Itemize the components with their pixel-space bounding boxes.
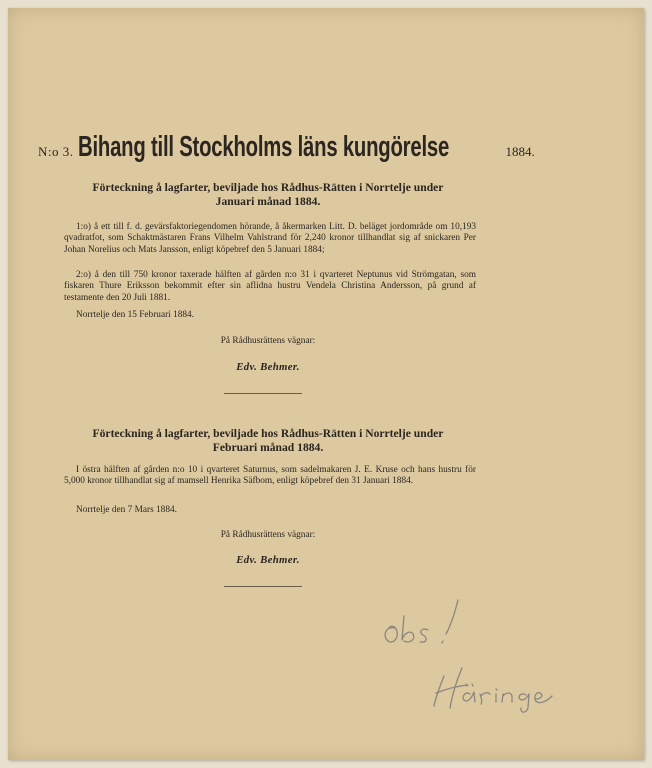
section1-signature: Edv. Behmer. bbox=[236, 361, 300, 373]
section1-item2: 2:o) å den till 750 kronor taxerade hälften af gården n:o 31 i qvarteret Neptunus vid Strömgatan, som fiskaren Thure Eriksson bekommit efter sin aflidna hustru Vendela Christina Andersson, på grund af testamente den 20 Juli 1881. bbox=[64, 270, 476, 303]
section2-on-behalf: På Rådhusrättens vägnar: bbox=[220, 530, 316, 540]
section2-item1: I östra hälften af gården n:o 10 i qvarteret Saturnus, som sadelmakaren J. E. Kruse och hans hustru för 5,000 kronor tillhandlat sig af mamsell Henrika Säfbom, enligt köpebref den 31 Januari 1884. bbox=[64, 465, 476, 487]
section2-heading-line2: Februari månad 1884. bbox=[212, 441, 324, 454]
section1-on-behalf: På Rådhusrättens vägnar: bbox=[220, 336, 316, 346]
section1-heading-line1: Förteckning å lagfarter, beviljade hos Rådhus-Rätten i Norrtelje under bbox=[92, 181, 444, 194]
title-main: Bihang till Stockholms läns kungörelse bbox=[77, 131, 449, 163]
issue-number: N:o 3. bbox=[38, 144, 74, 159]
title-year: 1884. bbox=[505, 144, 535, 159]
section2-heading-line1: Förteckning å lagfarter, beviljade hos Rådhus-Rätten i Norrtelje under bbox=[92, 427, 444, 440]
section1-date: Norrtelje den 15 Februari 1884. bbox=[76, 310, 194, 320]
section2-date: Norrtelje den 7 Mars 1884. bbox=[76, 505, 177, 515]
handwritten-note-obs bbox=[385, 600, 458, 643]
handwritten-note-haringe bbox=[434, 668, 552, 712]
section1-heading-line2: Januari månad 1884. bbox=[215, 195, 321, 208]
section1-item1: 1:o) å ett till f. d. gevärsfaktoriegendomen hörande, å åkermarken Litt. D. beläget jordområde om 10,193 qvadratfot, som Schaktmästaren Frans Vilhelm Vahlstrand för 2,240 kronor tillhandlat sig af snickaren Per Johan Norelius och Mats Jansson, enligt köpebref den 5 Januari 1884; bbox=[64, 222, 476, 255]
section2-signature: Edv. Behmer. bbox=[236, 554, 300, 566]
